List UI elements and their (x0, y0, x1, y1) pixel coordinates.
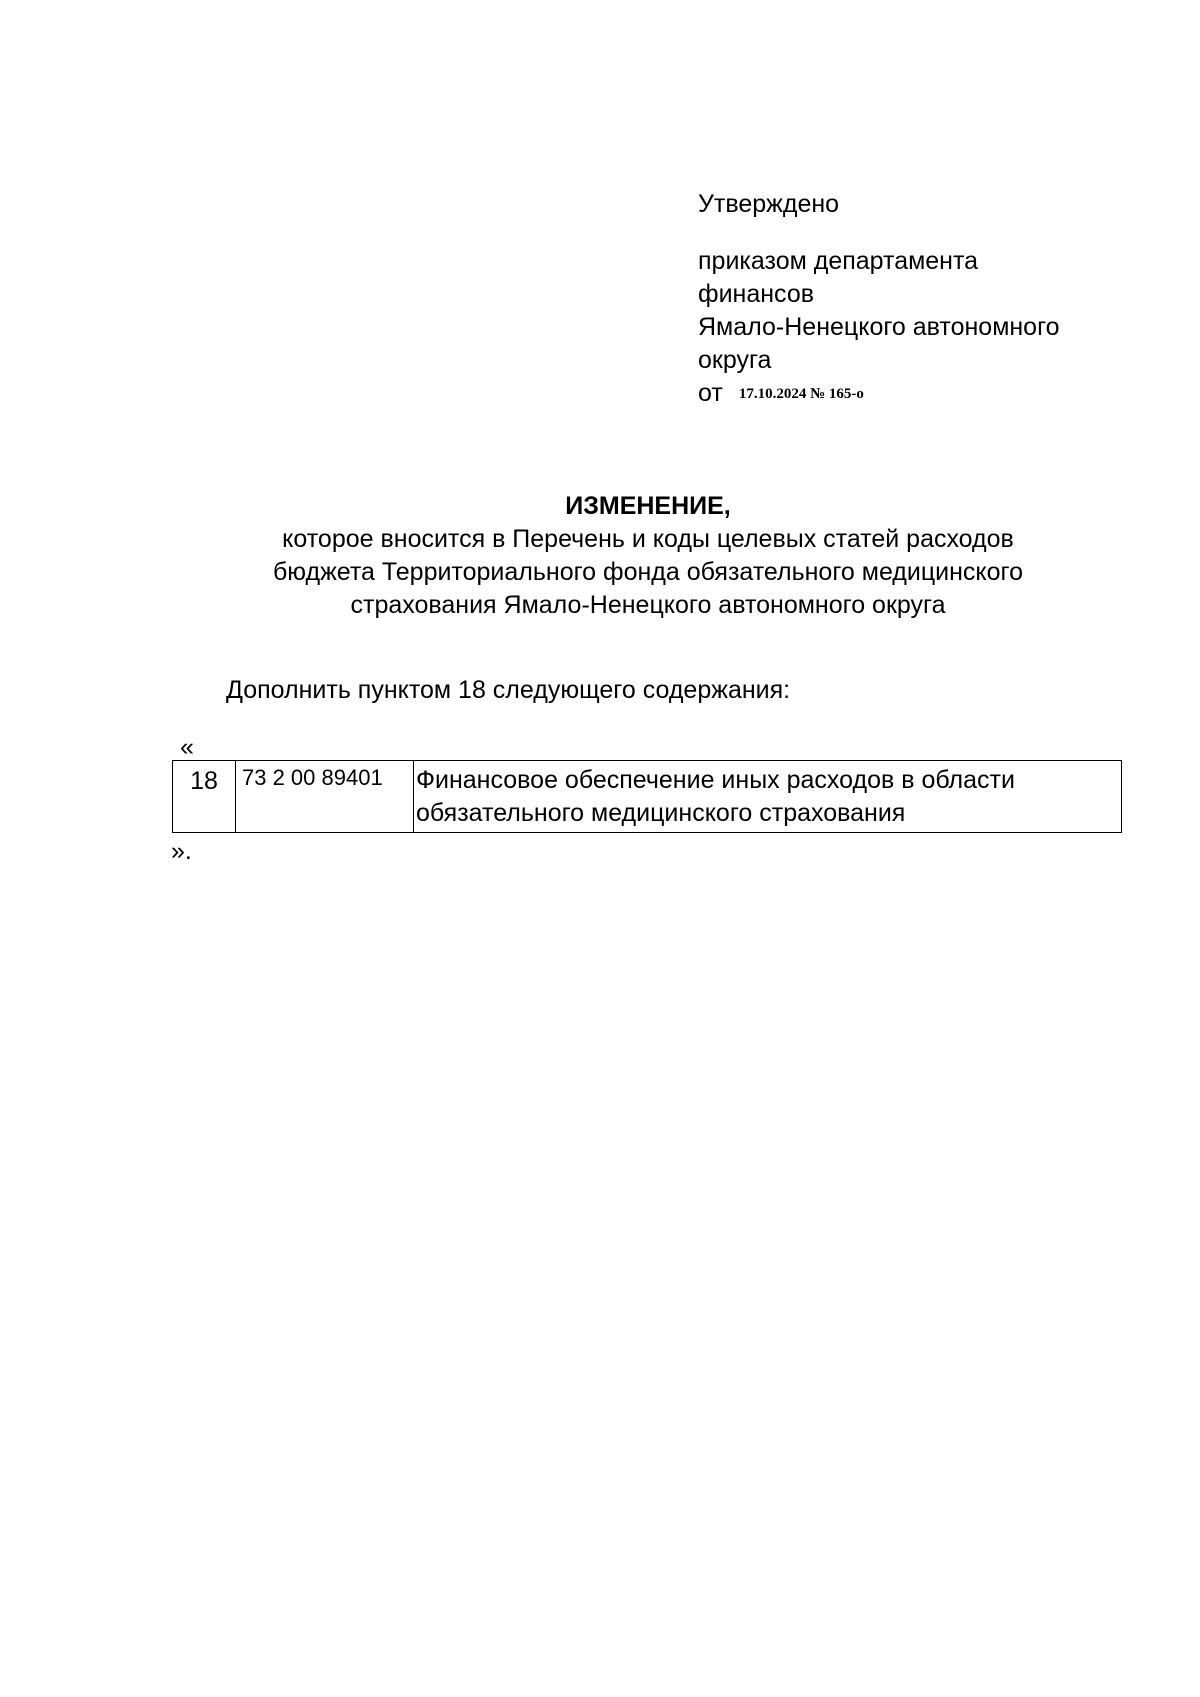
document-title: ИЗМЕНЕНИЕ, (565, 492, 731, 520)
order-date-line (698, 377, 1128, 414)
order-line-3: Ямало-Ненецкого автономного (698, 313, 1060, 341)
document-heading (150, 490, 1146, 622)
order-line-4: округа (698, 346, 772, 374)
closing-quote: ». (171, 837, 192, 865)
opening-quote: « (180, 733, 194, 761)
approved-label: Утверждено (698, 190, 840, 218)
document-subtitle: которое вносится в Перечень и коды целевых статей расходов бюджета Территориального фонда обязательного медицинского страхования Ямало-Ненецкого автономного округа (272, 525, 1024, 619)
instruction-text: Дополнить пунктом 18 следующего содержания: (226, 676, 791, 704)
order-line-2: финансов (698, 280, 815, 308)
table-row (173, 761, 1122, 833)
row-number: 18 (173, 761, 236, 833)
from-label: от (698, 379, 723, 407)
row-name: Финансовое обеспечение иных расходов в области обязательного медицинского страхования (414, 761, 1122, 833)
row-code: 73 2 00 89401 (236, 761, 414, 833)
codes-table (172, 760, 1122, 833)
date-stamp: 17.10.2024 № 165-о (738, 386, 864, 402)
approval-block (698, 188, 1128, 414)
order-line-1: приказом департамента (698, 247, 979, 275)
